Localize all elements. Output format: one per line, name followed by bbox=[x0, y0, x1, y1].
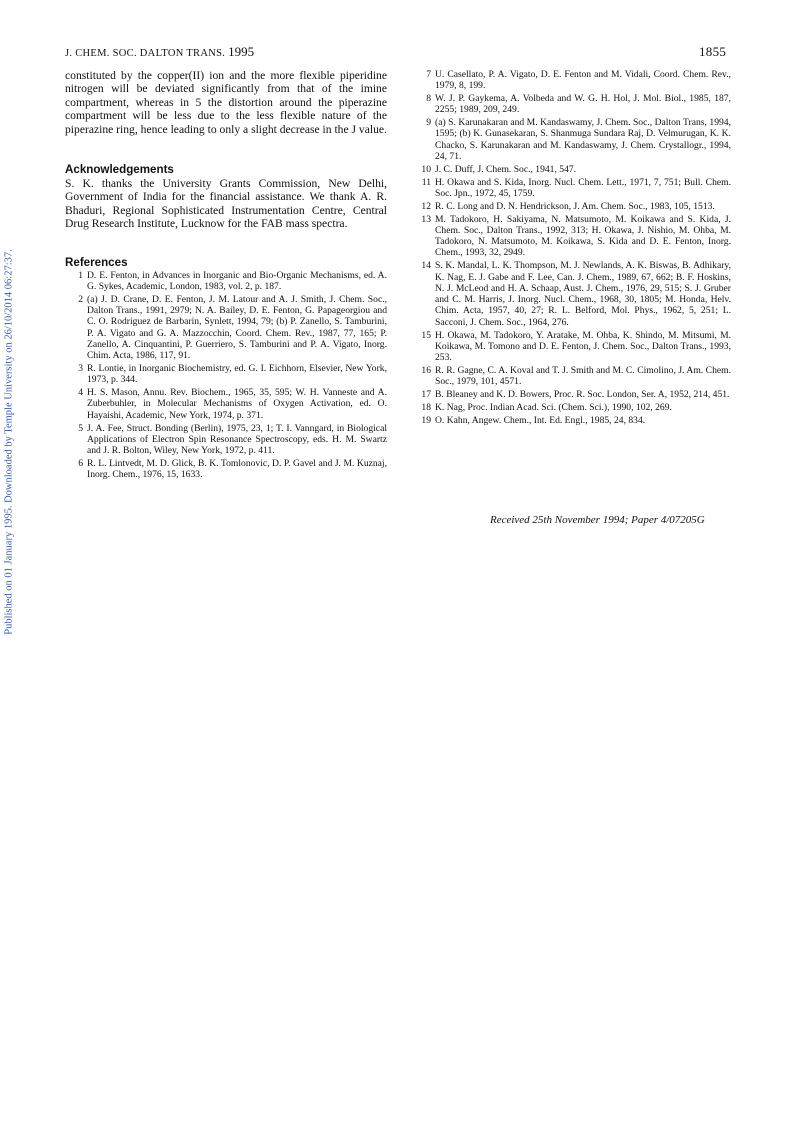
reference-number: 4 bbox=[78, 387, 83, 399]
reference-text: R. L. Lintvedt, M. D. Glick, B. K. Tomlonovic, D. P. Gavel and J. M. Kuznaj, Inorg. Chem., 1976, 15, 1633. bbox=[87, 457, 387, 481]
reference-number: 12 bbox=[421, 200, 431, 212]
journal-name: J. CHEM. SOC. DALTON TRANS. bbox=[65, 48, 226, 59]
download-watermark-text[interactable]: Published on 01 January 1995. Downloaded by Temple University on 26/10/2014 06:27:37. bbox=[3, 249, 15, 635]
reference-number: 15 bbox=[421, 329, 431, 341]
reference-item bbox=[413, 330, 731, 364]
references-list-left bbox=[65, 270, 387, 481]
reference-number: 19 bbox=[421, 414, 431, 426]
reference-number: 16 bbox=[421, 364, 431, 376]
reference-text: K. Nag, Proc. Indian Acad. Sci. (Chem. Sci.), 1990, 102, 269. bbox=[435, 401, 672, 413]
reference-text: H. Okawa, M. Tadokoro, Y. Aratake, M. Ohba, K. Shindo, M. Mitsumi, M. Koikawa, M. Tomono and D. E. Fenton, J. Chem. Soc., Dalton Trans., 1993, 253. bbox=[435, 329, 731, 364]
reference-number: 11 bbox=[421, 176, 431, 188]
page-number: 1855 bbox=[699, 44, 727, 59]
reference-number: 9 bbox=[426, 117, 431, 129]
reference-item bbox=[413, 365, 731, 388]
reference-item bbox=[413, 201, 731, 212]
reference-item bbox=[413, 389, 731, 400]
acknowledgements-text: S. K. thanks the University Grants Commission, New Delhi, Government of India for the financial assistance. We thank A. R. Bhaduri, Regional Sophisticated Instrumentation Centre, Central Drug Research Institute, Lucknow for the FAB mass spectra. bbox=[65, 177, 387, 231]
reference-text: M. Tadokoro, H. Sakiyama, N. Matsumoto, M. Koikawa and S. Kida, J. Chem. Soc., Dalton Trans., 1992, 313; H. Okawa, J. Nishio, M. Ohba, M. Tadokoro, N. Matsumoto, M. Koikawa, S. Kida and D. E. Fenton, Inorg. Chem., 1993, 32, 2949. bbox=[435, 213, 731, 259]
reference-text: R. Lontie, in Inorganic Biochemistry, ed. G. I. Eichhorn, Elsevier, New York, 1973, p. 344. bbox=[87, 363, 387, 386]
reference-item bbox=[65, 387, 387, 421]
download-watermark bbox=[2, 222, 16, 662]
reference-item bbox=[65, 270, 387, 293]
reference-text: B. Bleaney and K. D. Bowers, Proc. R. Soc. London, Ser. A, 1952, 214, 451. bbox=[435, 389, 730, 401]
reference-item bbox=[413, 117, 731, 162]
right-column bbox=[413, 69, 731, 427]
reference-text: R. R. Gagne, C. A. Koval and T. J. Smith and M. C. Cimolino, J. Am. Chem. Soc., 1979, 101, 4571. bbox=[435, 364, 731, 388]
received-line: Received 25th November 1994; Paper 4/07205G bbox=[490, 514, 705, 526]
reference-text: D. E. Fenton, in Advances in Inorganic and Bio-Organic Mechanisms, ed. A. G. Sykes, Academic, London, 1983, vol. 2, p. 187. bbox=[87, 269, 387, 292]
reference-number: 14 bbox=[421, 260, 431, 272]
reference-text: (a) S. Karunakaran and M. Kandaswamy, J. Chem. Soc., Dalton Trans, 1994, 1595; (b) K. Gunasekaran, S. Shanmuga Sundara Raj, D. Velmurugan, K. K. Chacko, S. Karunakaran and M. Kandaswamy, J. Chem. Crystallogr., 1994, 24, 71. bbox=[435, 117, 731, 163]
reference-item bbox=[65, 458, 387, 481]
reference-item bbox=[65, 363, 387, 386]
reference-text: J. C. Duff, J. Chem. Soc., 1941, 547. bbox=[435, 163, 577, 175]
reference-number: 13 bbox=[421, 213, 431, 225]
acknowledgements-heading: Acknowledgements bbox=[65, 163, 174, 177]
reference-text: R. C. Long and D. N. Hendrickson, J. Am. Chem. Soc., 1983, 105, 1513. bbox=[435, 200, 715, 212]
reference-number: 6 bbox=[78, 457, 83, 469]
references-heading: References bbox=[65, 255, 128, 269]
left-column bbox=[65, 69, 387, 482]
reference-item bbox=[413, 415, 731, 426]
reference-text: J. A. Fee, Struct. Bonding (Berlin), 1975, 23, 1; T. I. Vanngard, in Biological Applications of Electron Spin Resonance Spectroscopy, eds. H. M. Swartz and J. R. Bolton, Wiley, New York, 1972, p. 411. bbox=[87, 422, 387, 457]
reference-text: H. S. Mason, Annu. Rev. Biochem., 1965, 35, 595; W. H. Vanneste and A. Zuberbuhler, in Molecular Mechanisms of Oxygen Activation, ed. O. Hayaishi, Academic, New York, 1974, p. 371. bbox=[87, 387, 387, 421]
reference-text: U. Casellato, P. A. Vigato, D. E. Fenton and M. Vidali, Coord. Chem. Rev., 1979, 8, 199. bbox=[435, 69, 731, 92]
running-header bbox=[65, 44, 254, 60]
reference-text: (a) J. D. Crane, D. E. Fenton, J. M. Latour and A. J. Smith, J. Chem. Soc., Dalton Trans., 1991, 2979; N. A. Bailey, D. E. Fenton, G. Papageorgiou and C. O. Rodriguez de Barbarin, Synlett, 1994, 79; (b) P. Zanello, S. Tamburini, P. A. Vigato and G. A. Mazzocchin, Coord. Chem. Rev., 1987, 77, 165; P. Zanello, A. Cinquantini, P. Guerriero, S. Tamburini and P. A. Vigato, Inorg. Chim. Acta, 1986, 117, 91. bbox=[87, 293, 387, 362]
reference-item bbox=[413, 260, 731, 328]
reference-item bbox=[413, 93, 731, 116]
reference-number: 7 bbox=[426, 69, 431, 80]
reference-number: 17 bbox=[421, 389, 431, 401]
reference-item bbox=[65, 294, 387, 362]
reference-item bbox=[413, 402, 731, 413]
journal-year: 1995 bbox=[228, 44, 255, 59]
reference-number: 18 bbox=[421, 401, 431, 413]
reference-number: 5 bbox=[78, 422, 83, 434]
reference-text: S. K. Mandal, L. K. Thompson, M. J. Newlands, A. K. Biswas, B. Adhikary, K. Nag, E. J. Gabe and F. Lee, Can. J. Chem., 1989, 67, 662; B. F. Hoskins, N. J. McLeod and H. A. Schaap, Aust. J. Chem., 1976, 29, 515; S. J. Gruber and C. M. Harris, J. Inorg. Nucl. Chem., 1968, 30, 1805; M. Honda, Helv. Chim. Acta, 1957, 40, 27; R. L. Belford, Mol. Phys., 1962, 5, 251; L. Sacconi, J. Chem. Soc., 1964, 276. bbox=[435, 260, 731, 328]
reference-text: W. J. P. Gaykema, A. Volbeda and W. G. H. Hol, J. Mol. Biol., 1985, 187, 2255; 1989, 209, 249. bbox=[435, 93, 731, 116]
reference-number: 10 bbox=[421, 163, 431, 175]
reference-item bbox=[413, 177, 731, 200]
body-paragraph: constituted by the copper(II) ion and the more flexible piperidine nitrogen will be deviated significantly from that of the imine compartment, whereas in 5 the distortion around the piperazine compartment will be less due to the less flexible nature of the piperazine ring, hence leading to only a slight decrease in the J value. bbox=[65, 69, 387, 136]
reference-item bbox=[65, 423, 387, 457]
reference-item bbox=[413, 164, 731, 175]
reference-text: O. Kahn, Angew. Chem., Int. Ed. Engl., 1985, 24, 834. bbox=[435, 414, 646, 426]
reference-number: 8 bbox=[426, 93, 431, 105]
reference-number: 3 bbox=[78, 363, 83, 375]
reference-item bbox=[413, 214, 731, 259]
reference-number: 2 bbox=[78, 293, 83, 305]
reference-item bbox=[413, 69, 731, 92]
reference-number: 1 bbox=[78, 269, 83, 281]
references-list-right bbox=[413, 69, 731, 426]
reference-text: H. Okawa and S. Kida, Inorg. Nucl. Chem. Lett., 1971, 7, 751; Bull. Chem. Soc. Jpn., 1972, 45, 1759. bbox=[435, 176, 731, 199]
